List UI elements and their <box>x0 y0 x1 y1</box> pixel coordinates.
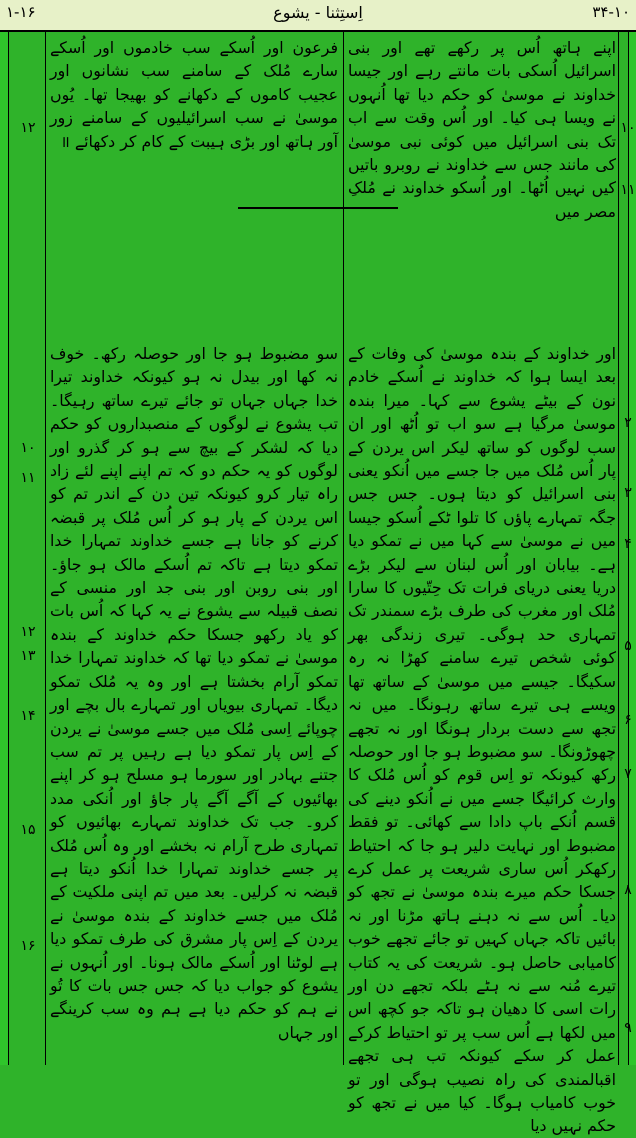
page-range-left: ۱-۱۶ <box>6 3 36 21</box>
page-range-right: ۳۴-۱۰ <box>592 3 630 21</box>
verse-number: ۹ <box>624 1020 632 1036</box>
verse-number: ۶ <box>624 712 632 728</box>
verse-number: ۳ <box>624 485 632 501</box>
verse-text: فرعون اور اُسکے سب خادموں اور اُسکے سارے مُلک کے سامنے سب نشانوں اور عجیب کاموں کے دکھانے کو بھیجا تھا۔ یُوں موسیٰ نے سب اسرائیلیوں کے سامنے زور آور ہاتھ اور بڑی ہیبت کے کام کر دکھائے ॥ <box>50 38 338 151</box>
bottom-right-column <box>348 342 616 1138</box>
verse-number: ۱۳ <box>20 648 36 664</box>
verse-number: ۱۴ <box>20 708 36 724</box>
verse-number: ۱۶ <box>20 938 36 954</box>
verse-number: ۸ <box>624 882 632 898</box>
verse-text: اپنے ہاتھ اُس پر رکھے تھے اور بنی اسرائیل اُسکی بات مانتے رہے اور جیسا خداوند نے موسیٰ کو حکم دیا تھا اُنہوں نے ویسا ہی کیا۔ اور اُس وقت سے اب تک بنی اسرائیل میں کوئی نبی موسیٰ کی مانند جس سے خداوند نے روبرو باتیں کیں نہیں اُٹھا۔ اور اُسکو خداوند نے مُلکِ مصر میں <box>348 38 616 221</box>
verse-number: ۱۱ <box>20 470 36 486</box>
top-right-column <box>348 36 616 223</box>
verse-number: ۴ <box>624 536 632 552</box>
verse-number: ۱۲ <box>20 120 36 136</box>
top-left-column <box>50 36 338 153</box>
verse-number: ۵ <box>624 638 632 654</box>
bottom-left-column <box>50 342 338 1044</box>
verse-number: ۱۲ <box>20 624 36 640</box>
verse-text: سو مضبوط ہو جا اور حوصلہ رکھ۔ خوف نہ کھا اور بیدل نہ ہو کیونکہ خداوند تیرا خدا جہاں جہاں تو جائے تیرے ساتھ رہیگا۔ تب یشوع نے لوگوں کے منصبداروں کو حکم دیا کہ لشکر کے بیچ سے ہو کر گذرو اور لوگوں کو یہ حکم دو کہ تم اپنے اپنے لئے زاد راہ تیار کرو کیونکہ تین دن کے اندر تم کو اس یردن کے پار ہو کر اُس مُلک پر قبضہ کرنے کو جانا ہے جسے خداوند تمہارا خدا تمکو دیتا ہے تاکہ تم اُسکے مالک ہو جاؤ۔ اور بنی روبن اور بنی جد اور منسی کے نصف قبیلہ سے یشوع نے یہ کہا کہ اُس بات کو یاد رکھو جسکا حکم خداوند کے بندہ موسیٰ نے تمکو دیا تھا کہ خداوند تمہارا خدا تمکو آرام بخشتا ہے اور وہ یہ مُلک تمکو دیگا۔ تمہاری بیویاں اور تمہارے بال بچے اور چوپائے اِسی مُلک میں جسے موسیٰ نے یردن کے اِس پار تمکو دیا ہے رہیں پر تم سب جتنے بہادر اور سورما ہو مسلح ہو کر اپنے بھائیوں کے آگے آگے پار جاؤ اور اُنکی مدد کرو۔ جب تک خداوند تمہارے بھائیوں کو تمہاری طرح آرام نہ بخشے اور وہ اُس مُلک پر جسے خداوند تمہارا خدا اُنکو دیتا ہے قبضہ نہ کرلیں۔ بعد میں تم اپنی ملکیت کے مُلک میں جسے خداوند کے بندہ موسیٰ نے یردن کے اِس پار مشرق کی طرف تمکو دیا ہے لوٹنا اور اُسکے مالک ہونا۔ اور اُنہوں نے یشوع کو جواب دیا کہ جس جس بات کا تُو نے ہم کو حکم دیا ہے ہم وہ سب کرینگے اور جہاں <box>50 344 338 1042</box>
column-divider <box>343 30 344 1065</box>
column-rule-outer-left <box>8 30 9 1065</box>
right-margin-strip <box>628 0 636 1065</box>
page-title: اِستِثنا - یشوع <box>273 3 363 22</box>
verse-number: ۱۱ <box>620 182 636 198</box>
page-header <box>0 0 636 32</box>
verse-number: ۲ <box>624 415 632 431</box>
verse-number: ۷ <box>624 766 632 782</box>
left-margin-strip <box>0 0 8 1065</box>
column-rule-left-margin <box>45 30 46 1065</box>
verse-number: ۱۰ <box>620 120 636 136</box>
verse-number: ۱۵ <box>20 822 36 838</box>
verse-number: ۱۰ <box>20 440 36 456</box>
section-divider <box>238 207 398 209</box>
verse-text: اور خداوند کے بندہ موسیٰ کی وفات کے بعد ایسا ہوا کہ خداوند نے اُسکے خادم نون کے بیٹے یشوع سے کہا۔ میرا بندہ موسیٰ مرگیا ہے سو اب تو اُٹھ اور ان سب لوگوں کو ساتھ لیکر اس یردن کے پار اُس مُلک میں جا جسے میں اُنکو یعنی بنی اسرائیل کو دیتا ہوں۔ جس جس جگہ تمہارے پاؤں کا تلوا ٹکے اُسکو جیسا میں نے موسیٰ سے کہا میں نے تمکو دیا ہے۔ بیابان اور اُس لبنان سے لیکر بڑے دریا یعنی دریای فرات تک حِتّیوں کا سارا مُلک اور مغرب کی طرف بڑے سمندر تک تمہاری حد ہوگی۔ تیری زندگی بھر کوئی شخص تیرے سامنے کھڑا نہ رہ سکیگا۔ جیسے میں موسیٰ کے ساتھ تھا ویسے ہی تیرے ساتھ رہونگا۔ میں نہ تجھ سے دست بردار ہونگا اور نہ تجھے چھوڑونگا۔ سو مضبوط ہو جا اور حوصلہ رکھ کیونکہ تو اِس قوم کو اُس مُلک کا وارث کرائیگا جسے میں نے اُنکو دینے کی قسم اُنکے باپ دادا سے کھائی۔ تو فقط مضبوط اور نہایت دلیر ہو جا کہ احتیاط رکھکر اُس ساری شریعت پر عمل کرے جسکا حکم میرے بندہ موسیٰ نے تجھ کو دیا۔ اُس سے نہ دہنے ہاتھ مڑنا اور نہ بائیں تاکہ جہاں کہیں تو جائے تجھے خوب کامیابی حاصل ہو۔ شریعت کی یہ کتاب تیرے مُنہ سے نہ ہٹے بلکہ تجھے دن اور رات اسی کا دھیان ہو تاکہ جو کچھ اس میں لکھا ہے اُس سب پر تو احتیاط کرکے عمل کر سکے کیونکہ تب ہی تجھے اقبالمندی کی راہ نصیب ہوگی اور تو خوب کامیاب ہوگا۔ کیا میں نے تجھ کو حکم نہیں دیا <box>348 344 616 1136</box>
